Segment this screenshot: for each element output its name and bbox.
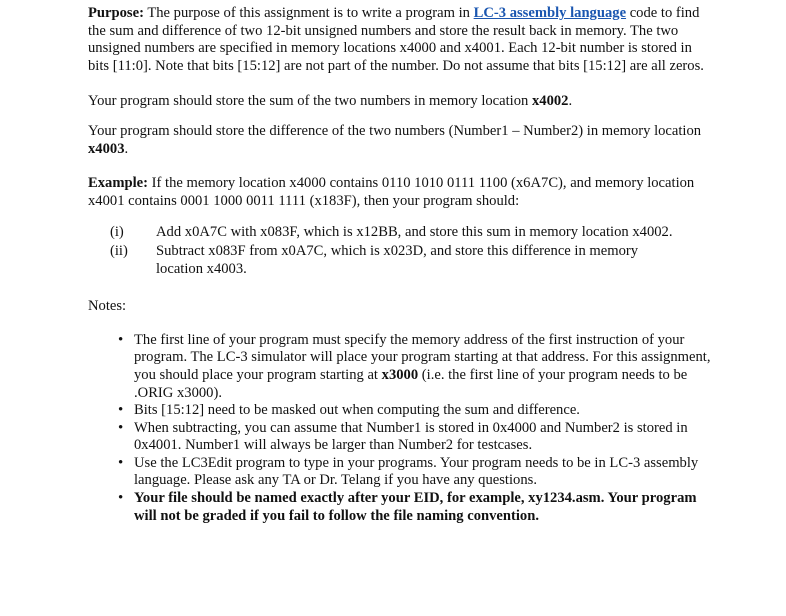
list-item [88, 243, 688, 278]
step-text: Add x0A7C with x083F, which is x12BB, and store this sum in memory location x4002. [156, 224, 673, 241]
list-item [118, 490, 718, 525]
note-text-bold: Your file should be named exactly after your EID, for example, xy1234.asm. Your program will not be graded if you fail to follow the file naming convention. [134, 490, 697, 524]
difference-text: Your program should store the difference of the two numbers (Number1 – Number2) in memory location [88, 122, 702, 139]
difference-period: . [124, 140, 129, 157]
example-steps-list [88, 224, 728, 278]
difference-paragraph [88, 123, 728, 158]
step-number: (i) [110, 224, 124, 241]
example-text: If the memory location x4000 contains 0110 1010 0111 1100 (x6A7C), and memory location x4001 contains 0001 1000 0011 1111 (x183F), then your program should: [88, 175, 695, 209]
example-paragraph [88, 175, 728, 210]
note-text: When subtracting, you can assume that Number1 is stored in 0x4000 and Number2 is stored in 0x4001. Number1 will always be larger than Number2 for testcases. [134, 419, 688, 454]
step-number: (ii) [110, 242, 128, 259]
bullet-icon: • [118, 419, 124, 436]
sum-address: x4002 [531, 93, 569, 110]
list-item [118, 332, 718, 402]
list-item [118, 455, 718, 490]
notes-list [88, 332, 718, 526]
purpose-paragraph [88, 5, 706, 75]
bullet-icon: • [118, 454, 124, 471]
note-text: Bits [15:12] need to be masked out when computing the sum and difference. [134, 402, 580, 419]
assignment-document [88, 5, 728, 525]
bullet-icon: • [118, 402, 124, 419]
lc3-assembly-link[interactable]: LC-3 assembly language [473, 5, 627, 21]
step-text: Subtract x083F from x0A7C, which is x023D, and store this difference in memory location x4003. [156, 242, 639, 277]
sum-period: . [568, 93, 573, 110]
sum-paragraph [88, 93, 728, 111]
purpose-text-start: The purpose of this assignment is to write a program in [143, 5, 474, 21]
start-address: x3000 [381, 366, 419, 383]
list-item [88, 224, 688, 242]
note-text: Use the LC3Edit program to type in your programs. Your program needs to be in LC-3 assembly language. Please ask any TA or Dr. Telang if you have any questions. [134, 454, 699, 489]
notes-heading: Notes: [88, 298, 127, 315]
purpose-text-end: code to find the sum and difference of two 12-bit unsigned numbers and store the result back in memory. The two unsigned numbers are specified in memory locations x4000 and x4001. Each 12-bit number is stored in bits [11:0]. Note that bits [15:12] are not part of the number. Do not assume that bits [15:12] are all zeros. [88, 5, 704, 74]
list-item [118, 420, 718, 455]
list-item [118, 402, 718, 420]
difference-address: x4003 [88, 140, 125, 157]
sum-text: Your program should store the sum of the two numbers in memory location [88, 93, 532, 110]
bullet-icon: • [118, 331, 124, 348]
purpose-label: Purpose: [88, 5, 144, 21]
note-text: The first line of your program must specify the memory address of the first instruction of your program. The LC-3 simulator will place your program starting at that address. For this assignment, you should place your program starting at x3000 (i.e. the first line of your program needs to be .ORIG x3000). [134, 331, 711, 401]
bullet-icon: • [118, 490, 124, 507]
example-label: Example: [88, 175, 148, 192]
